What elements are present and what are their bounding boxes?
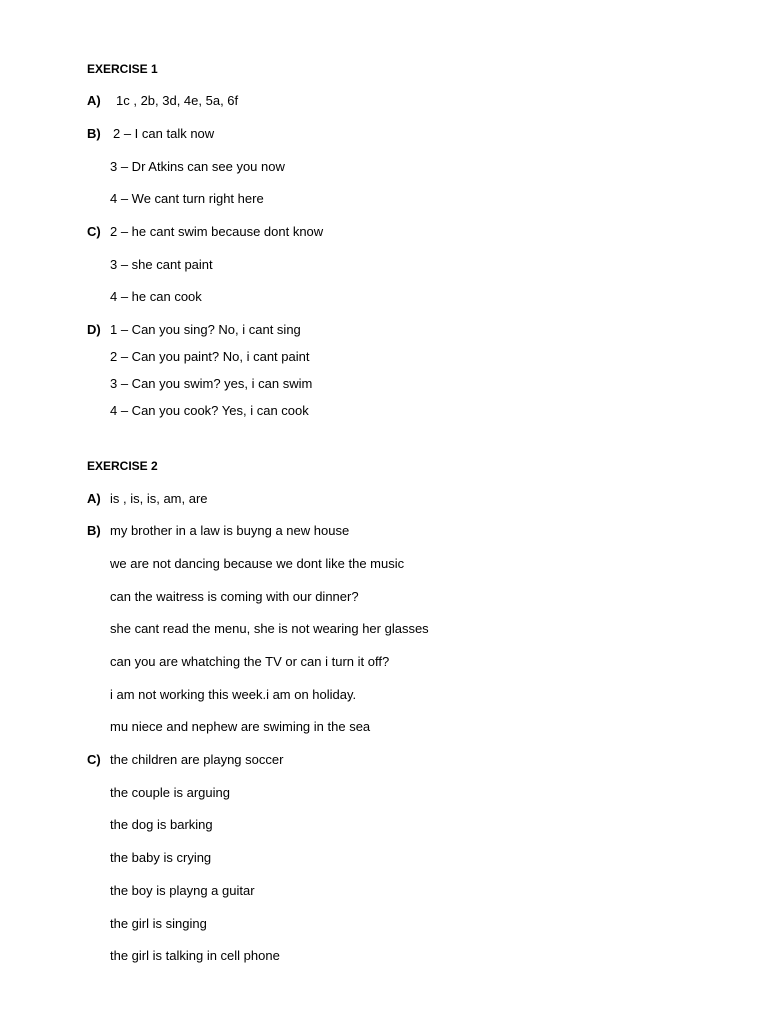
ex1-a-answer: 1c , 2b, 3d, 4e, 5a, 6f [116,93,239,108]
ex1-d-item: 2 – Can you paint? No, i cant paint [110,349,310,364]
ex1-d-item: 4 – Can you cook? Yes, i can cook [110,403,309,418]
ex1-c-item: 4 – he can cook [110,289,202,304]
ex1-b-item: 3 – Dr Atkins can see you now [110,159,285,174]
ex2-b-item: my brother in a law is buyng a new house [110,523,350,538]
ex2-c-item: the couple is arguing [110,785,230,800]
ex1-b-item: 2 – I can talk now [113,126,215,141]
ex2-a-answer: is , is, is, am, are [110,491,208,506]
ex2-b-item: she cant read the menu, she is not wearing her glasses [110,621,429,636]
ex2-c-item: the baby is crying [110,850,212,865]
ex2-b-item: mu niece and nephew are swiming in the sea [110,719,371,734]
ex2-c-item: the girl is talking in cell phone [110,948,280,963]
ex2-b-item: i am not working this week.i am on holiday. [110,687,357,702]
ex1-d-item: 3 – Can you swim? yes, i can swim [110,376,313,391]
ex2-b-item: can the waitress is coming with our dinner? [110,589,359,604]
ex2-b-item: we are not dancing because we dont like the music [110,556,405,571]
ex1-a-label: A) [87,93,101,108]
ex1-c-item: 2 – he cant swim because dont know [110,224,324,239]
ex2-c-item: the boy is playng a guitar [110,883,255,898]
ex2-b-label: B) [87,523,101,538]
ex2-a-label: A) [87,491,101,506]
ex2-c-item: the dog is barking [110,817,213,832]
ex2-b-item: can you are whatching the TV or can i turn it off? [110,654,390,669]
ex1-d-label: D) [87,322,101,337]
ex1-c-item: 3 – she cant paint [110,257,213,272]
ex1-c-label: C) [87,224,101,239]
ex2-c-item: the girl is singing [110,916,207,931]
ex2-c-item: the children are playng soccer [110,752,284,767]
ex2-c-label: C) [87,752,101,767]
exercise-2-heading: EXERCISE 2 [87,459,158,473]
ex1-b-label: B) [87,126,101,141]
ex1-b-item: 4 – We cant turn right here [110,191,264,206]
ex1-d-item: 1 – Can you sing? No, i cant sing [110,322,301,337]
exercise-1-heading: EXERCISE 1 [87,62,158,76]
